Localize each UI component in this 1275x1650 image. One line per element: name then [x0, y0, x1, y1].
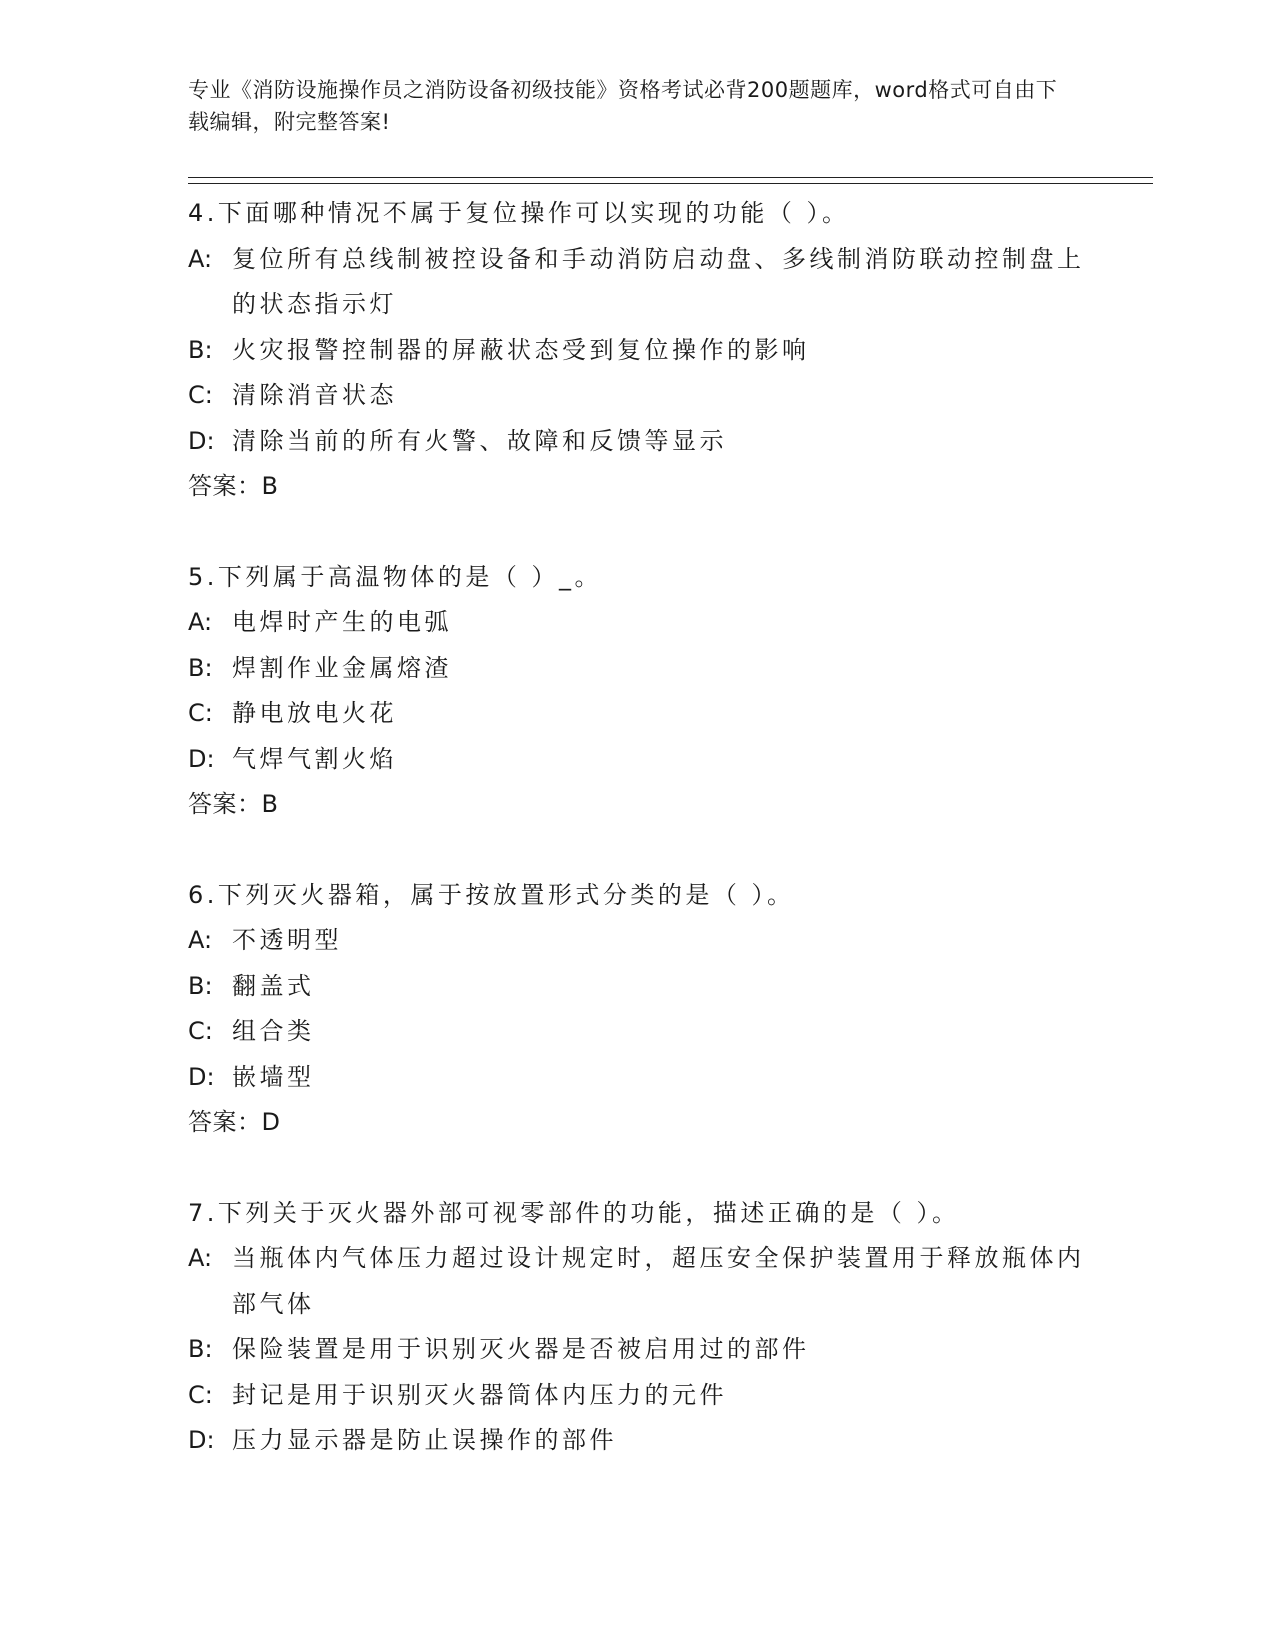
option-b — [188, 646, 1088, 692]
option-text: 当瓶体内气体压力超过设计规定时，超压安全保护装置用于释放瓶体内部气体 — [232, 1244, 1085, 1318]
option-label: C: — [188, 699, 213, 727]
option-label: C: — [188, 381, 213, 409]
option-label: D: — [188, 1426, 215, 1454]
option-a — [188, 918, 1088, 964]
option-label: D: — [188, 426, 215, 455]
option-text: 电焊时产生的电弧 — [232, 608, 452, 636]
option-text: 复位所有总线制被控设备和手动消防启动盘、多线制消防联动控制盘上的状态指示灯 — [232, 244, 1085, 318]
answer-line: 答案：D — [188, 1108, 281, 1136]
option-d — [188, 1055, 1088, 1101]
option-d — [188, 419, 1088, 465]
question-stem: 5.下列属于高温物体的是（ ）_。 — [188, 562, 603, 591]
option-label: B: — [188, 1335, 213, 1363]
question-list — [188, 191, 1088, 1464]
option-b — [188, 964, 1088, 1010]
document-header: 专业《消防设施操作员之消防设备初级技能》资格考试必背200题题库，word格式可自由下载编辑，附完整答案! — [188, 78, 1058, 134]
option-label: C: — [188, 1380, 213, 1409]
question-stem: 7.下列关于灭火器外部可视零部件的功能，描述正确的是（ ）。 — [188, 1198, 960, 1227]
option-d — [188, 1418, 1088, 1464]
option-text: 清除当前的所有火警、故障和反馈等显示 — [232, 426, 727, 455]
option-text: 清除消音状态 — [232, 381, 397, 409]
header-rule-top — [188, 177, 1153, 178]
question-6 — [188, 873, 1088, 1146]
option-d — [188, 737, 1088, 783]
question-4 — [188, 191, 1088, 510]
option-text: 气焊气割火焰 — [232, 744, 397, 773]
option-text: 组合类 — [232, 1017, 315, 1045]
question-stem: 4.下面哪种情况不属于复位操作可以实现的功能（ ）。 — [188, 199, 850, 227]
option-text: 嵌墙型 — [232, 1062, 315, 1091]
option-text: 翻盖式 — [232, 971, 315, 1000]
option-label: B: — [188, 335, 213, 364]
option-label: A: — [188, 1244, 213, 1272]
option-text: 压力显示器是防止误操作的部件 — [232, 1426, 617, 1454]
answer-line: 答案：B — [188, 790, 279, 818]
option-label: A: — [188, 244, 213, 273]
option-a — [188, 600, 1088, 646]
question-stem: 6.下列灭火器箱，属于按放置形式分类的是（ ）。 — [188, 880, 795, 909]
option-a — [188, 237, 1088, 328]
option-text: 封记是用于识别灭火器筒体内压力的元件 — [232, 1380, 727, 1409]
option-text: 不透明型 — [232, 926, 342, 954]
option-a — [188, 1236, 1088, 1327]
option-label: A: — [188, 926, 213, 954]
option-c — [188, 373, 1088, 419]
option-text: 保险装置是用于识别灭火器是否被启用过的部件 — [232, 1335, 810, 1363]
option-text: 焊割作业金属熔渣 — [232, 653, 452, 682]
question-7 — [188, 1191, 1088, 1464]
question-5 — [188, 555, 1088, 828]
option-b — [188, 328, 1088, 374]
option-c — [188, 1373, 1088, 1419]
option-c — [188, 691, 1088, 737]
option-label: D: — [188, 1062, 215, 1091]
option-text: 静电放电火花 — [232, 699, 397, 727]
option-text: 火灾报警控制器的屏蔽状态受到复位操作的影响 — [232, 335, 810, 364]
option-label: D: — [188, 744, 215, 773]
option-c — [188, 1009, 1088, 1055]
option-b — [188, 1327, 1088, 1373]
option-label: A: — [188, 608, 213, 636]
option-label: B: — [188, 971, 213, 1000]
header-rule-bottom — [188, 183, 1153, 184]
option-label: B: — [188, 653, 213, 682]
answer-line: 答案：B — [188, 472, 279, 500]
option-label: C: — [188, 1017, 213, 1045]
